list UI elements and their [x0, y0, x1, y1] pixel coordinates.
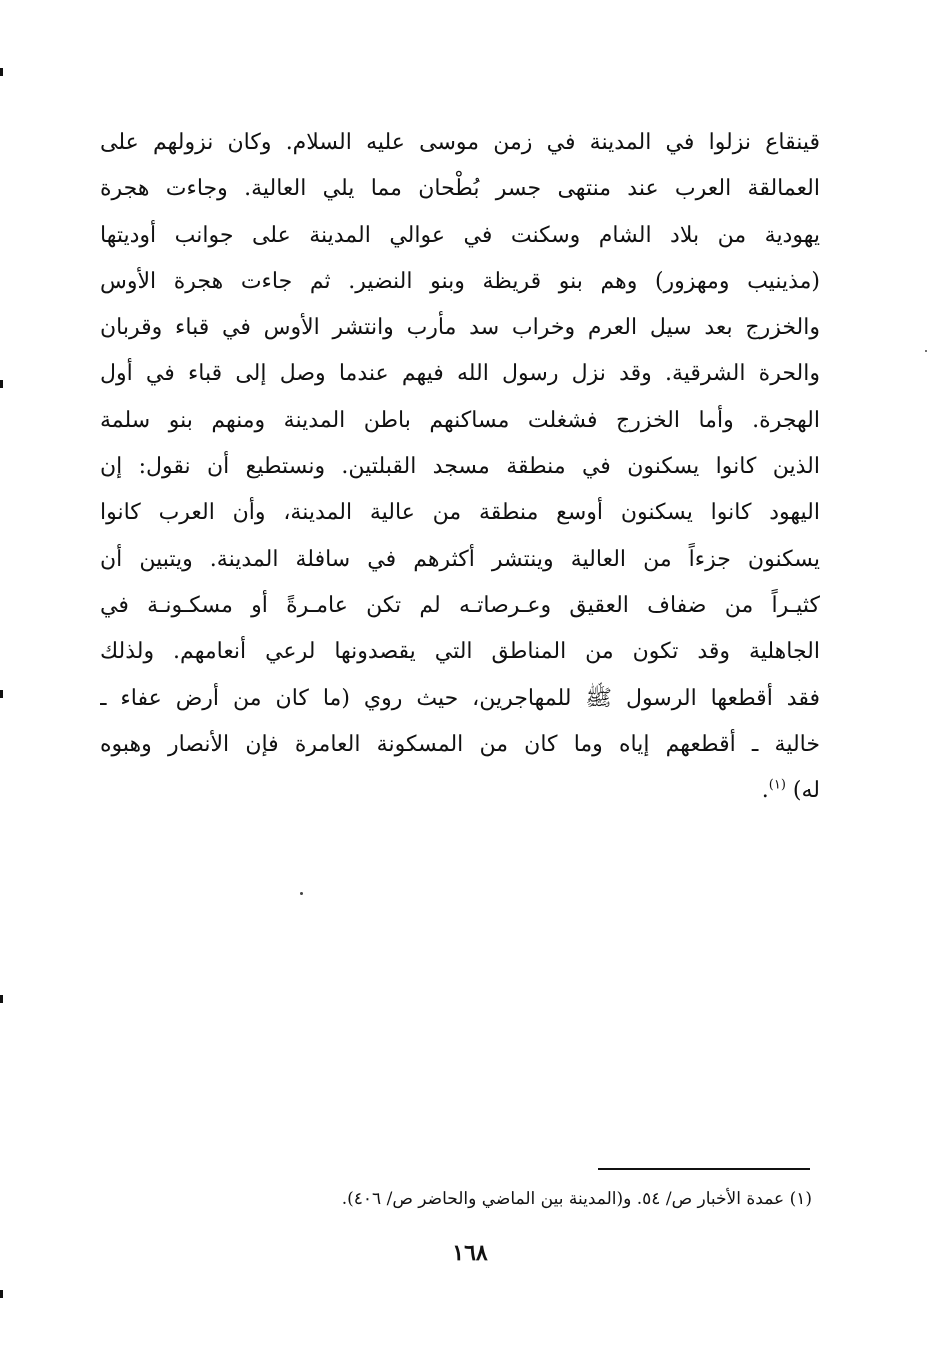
- text-line: الهجرة. وأما الخزرج فشغلت مساكنهم باطن المدينة ومنهم بنو سلمة: [100, 407, 820, 433]
- page-number: ١٦٨: [452, 1240, 488, 1266]
- text-line: الجاهلية وقد تكون من المناطق التي يقصدونها لرعي أنعامهم. ولذلك: [100, 639, 820, 665]
- body-text: [100, 120, 820, 814]
- scan-edge-mark: [0, 995, 3, 1003]
- scan-speck: [925, 350, 927, 352]
- text-line: والخزرج بعد سيل العرم وخراب سد مأرب وانتشر الأوس في قباء وقربان: [100, 315, 820, 341]
- text-line: كثيـراً من ضفاف العقيق وعـرصاتـه لم تكن عامـرةً أو مسكـونـة في: [100, 592, 820, 618]
- footnote-separator: [598, 1168, 810, 1170]
- scan-edge-mark: [0, 690, 3, 698]
- footnote: (١) عمدة الأخبار ص/ ٥٤. و(المدينة بين الماضي والحاضر ص/ ٤٠٦).: [341, 1189, 812, 1209]
- text-line: فقد أقطعها الرسول ﷺ للمهاجرين، حيث روي (ما كان من أرض عفاء ـ: [100, 685, 820, 711]
- text-line: العمالقة العرب عند منتهى جسر بُطْحان مما يلي العالية. وجاءت هجرة: [100, 176, 820, 202]
- text-line: خالية ـ أقطعهم إياه وما كان من المسكونة العامرة فإن الأنصار وهبوه: [100, 731, 820, 757]
- scan-edge-mark: [0, 68, 3, 76]
- text-line: يسكنون جزءاً من العالية وينتشر أكثرهم في سافلة المدينة. ويتبين أن: [100, 546, 820, 572]
- text-line: يهودية من بلاد الشام وسكنت في عوالي المدينة على جوانب أوديتها: [100, 222, 820, 248]
- text-line: الذين كانوا يسكنون في منطقة مسجد القبلتين. ونستطيع أن نقول: إن: [100, 454, 820, 480]
- last-line-text: له): [792, 778, 820, 804]
- text-line: قينقاع نزلوا في المدينة في زمن موسى عليه السلام. وكان نزولهم على: [100, 130, 820, 155]
- text-line-last: له) $^{(١)}$.: [761, 777, 820, 804]
- text-line: اليهود كانوا يسكنون أوسع منطقة من عالية المدينة، وأن العرب كانوا: [100, 500, 820, 526]
- text-line: (مذينيب ومهزور) وهم بنو قريظة وبنو النضير. ثم جاءت هجرة الأوس: [100, 268, 820, 294]
- scan-edge-mark: [0, 380, 3, 388]
- scan-speck: [300, 892, 303, 895]
- scan-edge-mark: [0, 1290, 3, 1298]
- footnote-reference: (١): [768, 777, 786, 793]
- text-line: والحرة الشرقية. وقد نزل رسول الله فيهم عندما وصل إلى قباء في أول: [100, 361, 820, 387]
